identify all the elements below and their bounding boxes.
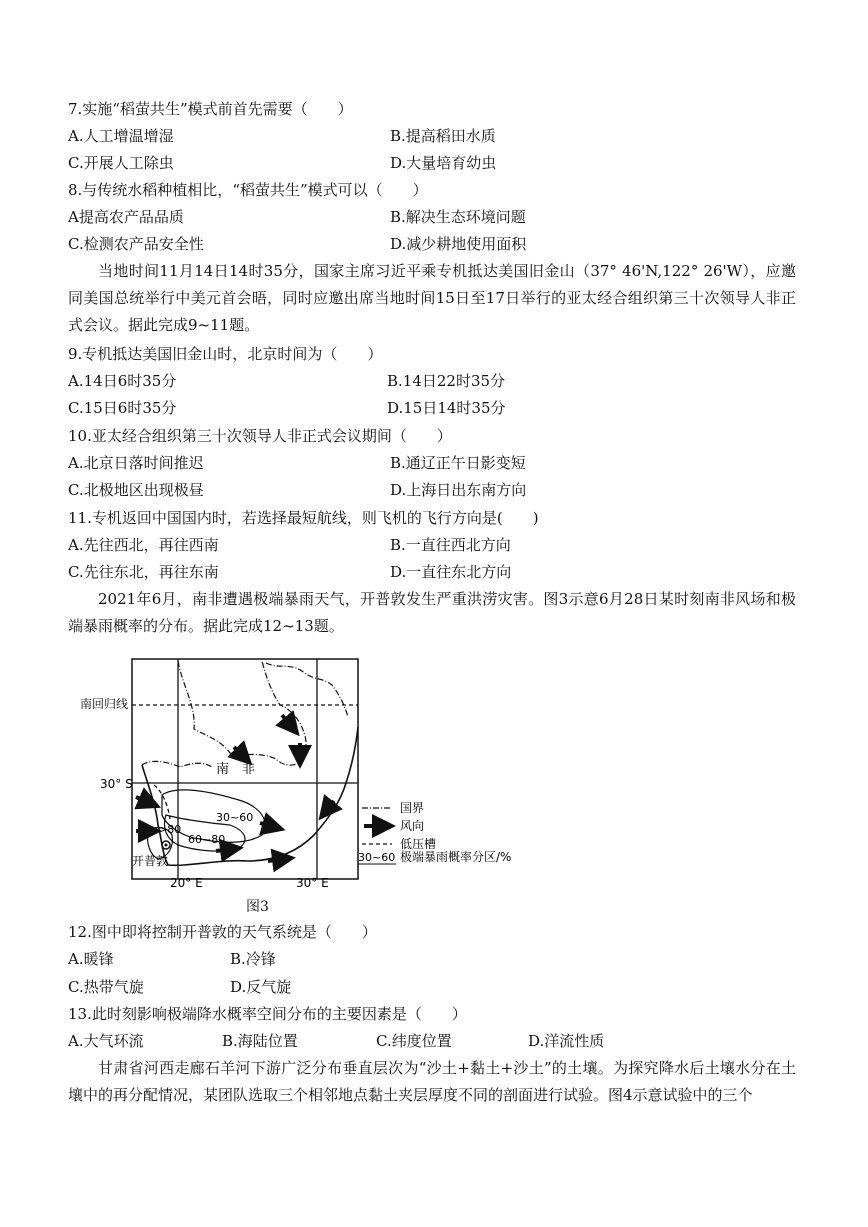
q9-option-c: C.15日6时35分: [68, 399, 177, 417]
legend-zone-sample: 30~60: [358, 851, 396, 864]
q7-option-d: D.大量培育幼虫: [390, 154, 497, 172]
q8-option-a: A提高农产品品质: [68, 208, 184, 226]
q12-option-a: A.暖锋: [68, 950, 114, 968]
legend-border-label: 国界: [400, 801, 425, 815]
wind-arrow: [234, 747, 244, 757]
q11-stem: 11.专机返回中国国内时，若选择最短航线，则飞机的飞行方向是( ): [68, 509, 539, 527]
country-label: 南 非: [216, 762, 256, 777]
tropic-label: 南回归线: [80, 697, 129, 711]
q7-option-c: C.开展人工除虫: [68, 154, 174, 172]
passage-gansu: [68, 1055, 796, 1109]
q9-option-b: B.14日22时35分: [387, 372, 506, 390]
q7-option-b: B.提高稻田水质: [390, 127, 496, 145]
q12-option-b: B.冷锋: [230, 950, 276, 968]
q13-option-d: D.洋流性质: [528, 1032, 605, 1050]
zone-30-60-label: 30~60: [216, 811, 254, 824]
q9-option-a: A.14日6时35分: [68, 372, 177, 390]
q8-option-c: C.检测农产品安全性: [68, 235, 204, 253]
passage-gansu-text: 甘肃省河西走廊石羊河下游广泛分布垂直层次为“沙土+黏土+沙土”的土壤。为探究降水后土壤水分在土壤中的再分配情况，某团队选取三个相邻地点黏土夹层厚度不同的剖面进行试验。图4示意试验中的三个: [68, 1059, 796, 1104]
q10-stem: 10.亚太经合组织第三十次领导人非正式会议期间（ ）: [68, 427, 452, 445]
q10-option-d: D.上海日出东南方向: [390, 481, 527, 499]
q7-option-a: A.人工增温增湿: [68, 127, 174, 145]
wind-arrow: [282, 715, 292, 727]
q8-stem: 8.与传统水稻种植相比，“稻萤共生”模式可以（ ）: [68, 181, 428, 199]
q11-option-b: B.一直往西北方向: [390, 536, 511, 554]
passage-south-africa: [68, 586, 796, 640]
passage-sanfrancisco: [68, 258, 796, 339]
wind-arrow: [268, 859, 284, 861]
q13-option-c: C.纬度位置: [376, 1032, 452, 1050]
map-legend: [358, 801, 511, 864]
wind-arrow: [136, 797, 150, 803]
national-border-east: [266, 663, 348, 717]
national-border-north: [142, 761, 212, 767]
zone-gt80-label: >80: [158, 823, 182, 836]
cape-town-label: 开普敦: [132, 854, 169, 868]
q12-stem: 12.图中即将控制开普敦的天气系统是（ ）: [68, 923, 377, 941]
lon-30e-label: 30° E: [296, 876, 329, 890]
lat-30s-label: 30° S: [100, 777, 133, 791]
q13-option-b: B.海陆位置: [222, 1032, 298, 1050]
national-border: [178, 661, 306, 765]
cape-town-dot: [165, 844, 168, 847]
q10-option-c: C.北极地区出现极昼: [68, 481, 204, 499]
q8-option-b: B.解决生态环境问题: [390, 208, 526, 226]
legend-trough-label: 低压槽: [400, 837, 437, 851]
q13-stem: 13.此时刻影响极端降水概率空间分布的主要因素是（ ）: [68, 1005, 467, 1023]
q7-stem: 7.实施“稻萤共生”模式前首先需要（ ）: [68, 100, 353, 118]
coastline: [142, 727, 358, 865]
q12-option-c: C.热带气旋: [68, 978, 144, 996]
wind-arrow: [260, 823, 274, 827]
q11-option-a: A.先往西北，再往西南: [68, 536, 219, 554]
figure-3-caption: 图3: [246, 899, 269, 915]
legend-wind-label: 风向: [400, 819, 425, 833]
wind-arrow: [216, 849, 232, 851]
south-africa-map-svg: [70, 655, 540, 890]
q8-option-d: D.减少耕地使用面积: [390, 235, 527, 253]
q11-option-d: D.一直往东北方向: [390, 563, 512, 581]
passage-sanfrancisco-text: 当地时间11月14日14时35分，国家主席习近平乘专机抵达美国旧金山（37° 46'N,122° 26'W），应邀同美国总统举行中美元首会晤，同时应邀出席当地时间15日至17日举行的亚太经合组织第三十次领导人非正式会议。据此完成9~11题。: [68, 262, 796, 334]
passage-south-africa-text: 2021年6月，南非遭遇极端暴雨天气，开普敦发生严重洪涝灾害。图3示意6月28日某时刻南非风场和极端暴雨概率的分布。据此完成12~13题。: [68, 590, 796, 635]
q9-stem: 9.专机抵达美国旧金山时，北京时间为（ ）: [68, 345, 383, 363]
lon-20e-label: 20° E: [170, 876, 203, 890]
q9-option-d: D.15日14时35分: [387, 399, 506, 417]
q12-option-d: D.反气旋: [230, 978, 292, 996]
q13-option-a: A.大气环流: [68, 1032, 144, 1050]
legend-zone-label: 极端暴雨概率分区/%: [400, 850, 512, 864]
figure-3-map: [70, 655, 540, 890]
q11-option-c: C.先往东北，再往东南: [68, 563, 219, 581]
q10-option-a: A.北京日落时间推迟: [68, 454, 204, 472]
zone-60-80-label: 60~80: [188, 833, 226, 846]
q10-option-b: B.通辽正午日影变短: [390, 454, 526, 472]
